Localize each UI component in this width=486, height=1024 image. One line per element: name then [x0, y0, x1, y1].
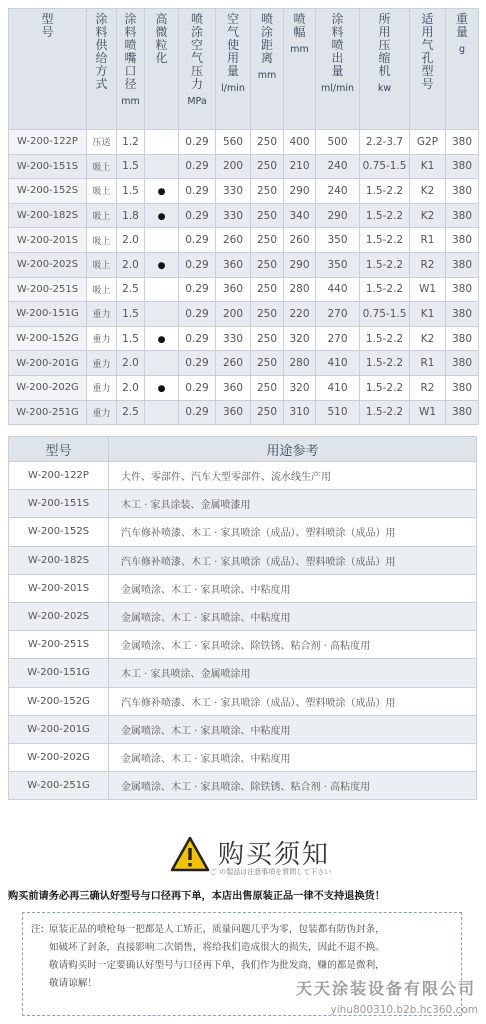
watermark-url: yihu800310.b2b.hc360.com [330, 1004, 478, 1016]
usage-cell-model: W-200-152S [9, 518, 109, 546]
spec-cell-width: 210 [284, 154, 316, 179]
spec-cell-weight: 380 [446, 252, 479, 277]
usage-row [9, 462, 477, 490]
spec-cell-nozzle: 2.5 [117, 277, 145, 302]
spec-cell-air: 360 [216, 252, 251, 277]
spec-cell-cap: K2 [410, 179, 446, 204]
spec-cell-distance: 250 [251, 130, 284, 155]
fine-atomization-cell [145, 375, 179, 400]
spec-header-unit: mm [290, 44, 309, 55]
spec-cell-width: 290 [284, 252, 316, 277]
spec-cell-supply: 重力 [87, 302, 117, 327]
spec-cell-distance: 250 [251, 277, 284, 302]
spec-cell-supply: 吸上 [87, 277, 117, 302]
spec-cell-air: 260 [216, 351, 251, 376]
spec-cell-cap: G2P [410, 130, 446, 155]
spec-cell-compressor: 0.75-1.5 [360, 154, 410, 179]
usage-row [9, 490, 477, 518]
spec-cell-cap: W1 [410, 277, 446, 302]
spec-cell-width: 280 [284, 277, 316, 302]
usage-cell-use: 木工 · 家具喷涂、金属喷涂用 [109, 659, 477, 687]
spec-cell-weight: 380 [446, 400, 479, 425]
usage-cell-use: 金属喷涂、木工 · 家具喷涂、中粘度用 [109, 602, 477, 630]
spec-cell-weight: 380 [446, 154, 479, 179]
spec-row [9, 130, 479, 155]
spec-cell-air: 360 [216, 375, 251, 400]
usage-cell-use: 大件、零部件、汽车大型零部件、流水线生产用 [109, 462, 477, 490]
spec-cell-distance: 250 [251, 326, 284, 351]
notice-warning-line: 购买前请务必再三确认好型号与口径再下单，本店出售原装正品一律不支持退换货！ [8, 891, 385, 902]
spec-cell-output: 410 [316, 351, 360, 376]
spec-header-row [9, 9, 479, 130]
spec-cell-pressure: 0.29 [179, 179, 216, 204]
spec-cell-distance: 250 [251, 252, 284, 277]
spec-header-label: 喷幅 [293, 12, 306, 39]
spec-cell-compressor: 1.5-2.2 [360, 277, 410, 302]
spec-cell-supply: 吸上 [87, 252, 117, 277]
spec-cell-pressure: 0.29 [179, 154, 216, 179]
spec-cell-nozzle: 1.8 [117, 203, 145, 228]
spec-header-label: 高微粒化 [155, 12, 168, 65]
fine-atomization-cell [145, 154, 179, 179]
spec-cell-cap: K2 [410, 203, 446, 228]
spec-header-cell [284, 9, 316, 130]
usage-row [9, 743, 477, 771]
spec-cell-weight: 380 [446, 130, 479, 155]
spec-header-cell [216, 9, 251, 130]
spec-cell-pressure: 0.29 [179, 252, 216, 277]
spec-cell-weight: 380 [446, 277, 479, 302]
usage-body [9, 462, 477, 800]
spec-header-cell [87, 9, 117, 130]
spec-header-label: 喷涂距离 [261, 12, 274, 65]
spec-cell-output: 500 [316, 130, 360, 155]
spec-cell-width: 260 [284, 228, 316, 253]
fine-atomization-cell [145, 252, 179, 277]
spec-row [9, 302, 479, 327]
spec-cell-model: W-200-151G [9, 302, 87, 327]
spec-cell-nozzle: 1.5 [117, 154, 145, 179]
usage-row [9, 687, 477, 715]
spec-cell-supply: 重力 [87, 375, 117, 400]
spec-cell-compressor: 1.5-2.2 [360, 351, 410, 376]
fine-atomization-cell [145, 228, 179, 253]
usage-cell-model: W-200-202G [9, 743, 109, 771]
usage-cell-model: W-200-152G [9, 687, 109, 715]
fine-atomization-cell [145, 203, 179, 228]
spec-cell-air: 560 [216, 130, 251, 155]
usage-cell-use: 金属喷涂、木工 · 家具喷涂、中粘度用 [109, 743, 477, 771]
usage-row [9, 518, 477, 546]
spec-header-cell [145, 9, 179, 130]
spec-cell-distance: 250 [251, 179, 284, 204]
usage-cell-model: W-200-151G [9, 659, 109, 687]
spec-cell-supply: 吸上 [87, 154, 117, 179]
spec-cell-compressor: 1.5-2.2 [360, 203, 410, 228]
spec-cell-output: 240 [316, 154, 360, 179]
notice-row [31, 939, 453, 957]
spec-cell-nozzle: 2.0 [117, 228, 145, 253]
spec-cell-weight: 380 [446, 228, 479, 253]
usage-cell-model: W-200-151S [9, 490, 109, 518]
spec-cell-model: W-200-251G [9, 400, 87, 425]
spec-header-cell [360, 9, 410, 130]
fine-atomization-cell [145, 130, 179, 155]
spec-cell-supply: 压送 [87, 130, 117, 155]
notice-row [31, 921, 453, 939]
spec-cell-output: 270 [316, 302, 360, 327]
spec-cell-pressure: 0.29 [179, 130, 216, 155]
usage-cell-model: W-200-122P [9, 462, 109, 490]
spec-cell-model: W-200-202S [9, 252, 87, 277]
spec-cell-weight: 380 [446, 302, 479, 327]
spec-cell-cap: R1 [410, 228, 446, 253]
notice-box [22, 912, 462, 1016]
spec-row [9, 375, 479, 400]
spec-cell-output: 510 [316, 400, 360, 425]
usage-row [9, 546, 477, 574]
spec-cell-width: 320 [284, 375, 316, 400]
usage-cell-use: 金属喷涂、木工 · 家具喷涂、中粘度用 [109, 715, 477, 743]
spec-cell-nozzle: 1.5 [117, 179, 145, 204]
spec-body [9, 130, 479, 425]
spec-cell-output: 350 [316, 228, 360, 253]
usage-row [9, 772, 477, 800]
usage-cell-use: 金属喷涂、木工 · 家具喷涂、除铁锈、粘合剂 · 高粘度用 [109, 631, 477, 659]
notice-subtitle: ご の製品は注意事項を質問して下さい [210, 868, 332, 876]
spec-cell-weight: 380 [446, 326, 479, 351]
usage-cell-model: W-200-251G [9, 772, 109, 800]
spec-header-label: 适用气孔型号 [421, 12, 434, 91]
spec-cell-distance: 250 [251, 154, 284, 179]
spec-cell-nozzle: 2.0 [117, 351, 145, 376]
spec-header-unit: MPa [187, 96, 207, 107]
spec-cell-pressure: 0.29 [179, 277, 216, 302]
spec-cell-pressure: 0.29 [179, 203, 216, 228]
spec-header-cell [410, 9, 446, 130]
spec-header-cell [179, 9, 216, 130]
spec-cell-width: 310 [284, 400, 316, 425]
spec-cell-air: 330 [216, 203, 251, 228]
watermark-company: 天天涂装设备有限公司 [295, 979, 476, 998]
spec-header-cell [117, 9, 145, 130]
spec-cell-compressor: 1.5-2.2 [360, 400, 410, 425]
notice-title: 购买须知 [218, 840, 331, 870]
spec-row [9, 179, 479, 204]
spec-cell-compressor: 1.5-2.2 [360, 326, 410, 351]
spec-cell-pressure: 0.29 [179, 351, 216, 376]
spec-header-cell [446, 9, 479, 130]
spec-header-label: 喷涂空气压力 [191, 12, 204, 91]
usage-cell-use: 汽车修补喷漆、木工 · 家具喷涂（成品）、塑料喷涂（成品）用 [109, 546, 477, 574]
spec-cell-compressor: 1.5-2.2 [360, 179, 410, 204]
spec-header-unit: g [458, 44, 466, 55]
spec-header-cell [316, 9, 360, 130]
spec-cell-cap: K1 [410, 154, 446, 179]
spec-cell-weight: 380 [446, 375, 479, 400]
usage-cell-use: 汽车修补喷漆、木工 · 家具喷涂（成品）、塑料喷涂（成品）用 [109, 518, 477, 546]
spec-cell-air: 260 [216, 228, 251, 253]
spec-cell-air: 200 [216, 302, 251, 327]
usage-cell-model: W-200-202S [9, 602, 109, 630]
fine-atomization-cell [145, 326, 179, 351]
spec-cell-cap: R1 [410, 351, 446, 376]
usage-cell-use: 汽车修补喷漆、木工 · 家具喷涂（成品）、塑料喷涂（成品）用 [109, 687, 477, 715]
spec-row [9, 326, 479, 351]
spec-cell-width: 220 [284, 302, 316, 327]
spec-cell-nozzle: 2.5 [117, 400, 145, 425]
spec-row [9, 277, 479, 302]
notice-text: 如破坏了封条，直接影响二次销售，将给我们造成很大的损失，因此不退不换。 [49, 942, 385, 953]
spec-cell-pressure: 0.29 [179, 326, 216, 351]
spec-header-label: 空气使用量 [227, 12, 240, 78]
spec-cell-model: W-200-201G [9, 351, 87, 376]
spec-cell-nozzle: 1.2 [117, 130, 145, 155]
notice-label: 注: [31, 924, 44, 935]
warning-icon [170, 836, 210, 872]
spec-cell-output: 290 [316, 203, 360, 228]
spec-header-cell [9, 9, 87, 130]
usage-cell-model: W-200-201G [9, 715, 109, 743]
spec-row [9, 252, 479, 277]
spec-cell-air: 360 [216, 277, 251, 302]
usage-row [9, 715, 477, 743]
spec-cell-compressor: 1.5-2.2 [360, 228, 410, 253]
spec-cell-width: 340 [284, 203, 316, 228]
usage-header-model: 型号 [9, 437, 109, 462]
spec-cell-pressure: 0.29 [179, 400, 216, 425]
usage-header-use: 用途参考 [109, 437, 477, 462]
spec-cell-model: W-200-201S [9, 228, 87, 253]
notice-row [31, 957, 453, 975]
usage-row [9, 659, 477, 687]
spec-cell-nozzle: 2.0 [117, 375, 145, 400]
spec-header-unit: ml/min [320, 83, 354, 94]
fine-atomization-cell [145, 277, 179, 302]
usage-header-row [9, 437, 477, 462]
spec-cell-cap: K1 [410, 302, 446, 327]
spec-cell-compressor: 0.75-1.5 [360, 302, 410, 327]
usage-cell-use: 金属喷涂、木工 · 家具喷涂、中粘度用 [109, 574, 477, 602]
spec-cell-nozzle: 1.5 [117, 302, 145, 327]
spec-cell-supply: 吸上 [87, 203, 117, 228]
spec-cell-model: W-200-202G [9, 375, 87, 400]
spec-row [9, 351, 479, 376]
spec-cell-model: W-200-251S [9, 277, 87, 302]
spec-cell-cap: K2 [410, 326, 446, 351]
spec-cell-air: 330 [216, 326, 251, 351]
spec-cell-weight: 380 [446, 203, 479, 228]
spec-cell-supply: 吸上 [87, 179, 117, 204]
usage-cell-use: 金属喷涂、木工 · 家具喷涂、除铁锈、粘合剂 · 高粘度用 [109, 772, 477, 800]
spec-cell-pressure: 0.29 [179, 375, 216, 400]
spec-table [8, 8, 479, 425]
spec-cell-model: W-200-151S [9, 154, 87, 179]
spec-cell-cap: W1 [410, 400, 446, 425]
spec-cell-model: W-200-122P [9, 130, 87, 155]
spec-cell-distance: 250 [251, 351, 284, 376]
spec-cell-air: 360 [216, 400, 251, 425]
spec-cell-air: 200 [216, 154, 251, 179]
spec-cell-output: 440 [316, 277, 360, 302]
spec-cell-width: 400 [284, 130, 316, 155]
usage-table [8, 436, 477, 800]
spec-header-label: 涂料供给方式 [95, 12, 108, 91]
usage-row [9, 602, 477, 630]
notice-text: 敬请谅解！ [49, 978, 97, 989]
spec-header-cell [251, 9, 284, 130]
spec-header-unit: mm [121, 96, 140, 107]
spec-cell-output: 240 [316, 179, 360, 204]
spec-cell-output: 350 [316, 252, 360, 277]
spec-cell-weight: 380 [446, 179, 479, 204]
spec-cell-distance: 250 [251, 203, 284, 228]
spec-cell-pressure: 0.29 [179, 228, 216, 253]
spec-header-label: 所用压缩机 [378, 12, 391, 78]
fine-atomization-cell [145, 351, 179, 376]
spec-cell-supply: 重力 [87, 400, 117, 425]
spec-cell-nozzle: 1.5 [117, 326, 145, 351]
spec-cell-model: W-200-152S [9, 179, 87, 204]
spec-cell-width: 320 [284, 326, 316, 351]
spec-cell-distance: 250 [251, 400, 284, 425]
spec-cell-model: W-200-152G [9, 326, 87, 351]
spec-cell-model: W-200-182S [9, 203, 87, 228]
spec-cell-output: 270 [316, 326, 360, 351]
spec-row [9, 228, 479, 253]
spec-cell-cap: R2 [410, 375, 446, 400]
spec-header-unit: mm [257, 70, 277, 81]
spec-header-label: 涂料喷嘴口径 [124, 12, 137, 91]
spec-cell-distance: 250 [251, 228, 284, 253]
spec-header-label: 型号 [41, 12, 54, 39]
usage-row [9, 574, 477, 602]
spec-cell-weight: 380 [446, 351, 479, 376]
spec-cell-width: 290 [284, 179, 316, 204]
notice-text: 原装正品的喷枪每一把都是人工矫正，质量问题几乎为零，包装都有防伪封条， [49, 924, 385, 935]
spec-cell-distance: 250 [251, 302, 284, 327]
spec-cell-width: 280 [284, 351, 316, 376]
spec-cell-distance: 250 [251, 375, 284, 400]
usage-cell-use: 木工 · 家具涂装、金属喷漆用 [109, 490, 477, 518]
spec-cell-cap: R2 [410, 252, 446, 277]
spec-header-unit: l/min [221, 83, 245, 94]
notice-text: 敬请购买时一定要确认好型号与口径再下单，我们作为批发商，赚的都是微利， [49, 960, 385, 971]
spec-cell-output: 410 [316, 375, 360, 400]
spec-cell-supply: 重力 [87, 326, 117, 351]
spec-cell-supply: 重力 [87, 351, 117, 376]
spec-cell-pressure: 0.29 [179, 302, 216, 327]
spec-cell-compressor: 1.5-2.2 [360, 375, 410, 400]
fine-atomization-cell [145, 400, 179, 425]
usage-row [9, 631, 477, 659]
spec-row [9, 203, 479, 228]
usage-cell-model: W-200-251S [9, 631, 109, 659]
spec-cell-compressor: 2.2-3.7 [360, 130, 410, 155]
fine-atomization-cell [145, 179, 179, 204]
spec-row [9, 154, 479, 179]
usage-cell-model: W-200-201S [9, 574, 109, 602]
spec-cell-compressor: 1.5-2.2 [360, 252, 410, 277]
spec-header-label: 重量 [456, 12, 469, 39]
spec-cell-air: 330 [216, 179, 251, 204]
spec-cell-nozzle: 2.0 [117, 252, 145, 277]
spec-header-label: 涂料喷出量 [331, 12, 344, 78]
fine-atomization-cell [145, 302, 179, 327]
spec-row [9, 400, 479, 425]
spec-cell-supply: 吸上 [87, 228, 117, 253]
spec-header-unit: kw [377, 83, 392, 94]
usage-cell-model: W-200-182S [9, 546, 109, 574]
